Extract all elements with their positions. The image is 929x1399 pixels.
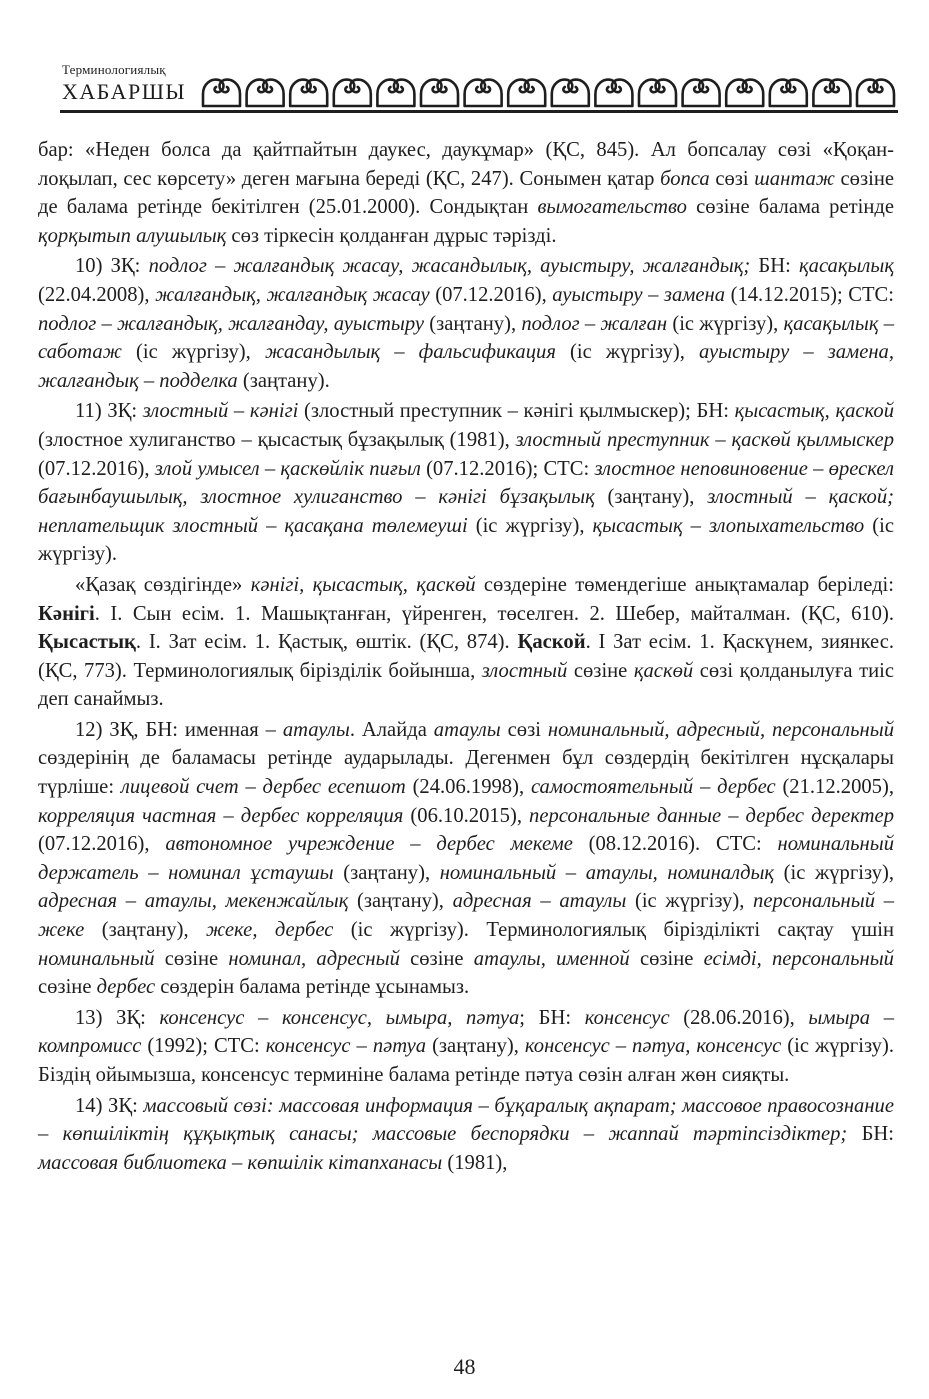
text-run: массовая библиотека – көпшілік кітапханасы <box>38 1151 443 1174</box>
text-run: Кәнігі <box>38 602 95 625</box>
paragraph-6 <box>38 1092 894 1178</box>
text-run: сөзіне <box>399 947 474 970</box>
text-run: (07.12.2016), <box>429 283 553 306</box>
text-run: (заңтану), <box>424 312 522 335</box>
paragraph-0 <box>38 136 894 250</box>
text-run: номинальный – атаулы, номиналдық <box>439 861 775 884</box>
text-run: (іс жүргізу), <box>555 341 699 364</box>
text-run: сөзіне <box>38 976 97 999</box>
text-run: бар: «Неден болса да қайтпайтын даукес, даукұмар» (ҚС, 845). Ал бопсалау сөзі «Қоқан-лоқылап, сес көрсету» деген мағына береді (ҚС, 247). Сонымен қатар <box>38 139 894 190</box>
text-run: (іс жүргізу), <box>667 312 784 335</box>
text-run: подлог – жалғандық жасау, жасандылық, ауыстыру, жалғандық; <box>148 255 751 278</box>
text-run: (07.12.2016), <box>38 457 155 480</box>
ornament-motif <box>508 80 545 106</box>
text-run: дербес <box>96 976 156 999</box>
text-run: (заңтану), <box>333 861 440 884</box>
text-run: самостоятельный – дербес <box>530 776 776 799</box>
text-run: консенсус – пәтуа, консенсус <box>524 1035 782 1058</box>
text-run: Қысастық <box>38 631 136 654</box>
text-run: қасақылық <box>799 255 894 278</box>
text-run: ; БН: <box>519 1006 585 1029</box>
text-run: консенсус <box>584 1006 670 1029</box>
text-run: сөзіне <box>567 659 634 682</box>
text-run: сөздерінің де баламасы ретінде аударылады. Дегенмен бұл сөздердің бекітілген нұсқалары түрліше: <box>38 747 894 799</box>
text-run: (заңтану). <box>237 369 330 392</box>
text-run: 13) ЗҚ: <box>75 1006 160 1029</box>
ornament-motif <box>726 80 763 106</box>
text-run: БН: <box>847 1123 894 1146</box>
text-run: (іс жүргізу), <box>626 890 754 913</box>
text-run: персональный – жеке <box>38 890 894 942</box>
ornament-motif <box>683 80 720 106</box>
text-run: автономное учреждение – дербес мекеме <box>165 833 573 856</box>
text-run: (іс жүргізу). Терминологиялық бірізділікті сақтау үшін <box>333 919 895 942</box>
paragraph-4 <box>38 716 894 1002</box>
text-run: 12) ЗҚ, БН: именная – <box>75 718 283 741</box>
text-run: (24.06.1998), <box>405 776 531 799</box>
text-run: «Қазақ сөздігінде» <box>75 573 251 596</box>
journal-title: ХАБАРШЫ <box>62 79 187 104</box>
text-run: сөздерін балама ретінде ұсынамыз. <box>155 976 470 999</box>
ornament-motif <box>770 80 807 106</box>
text-run: атаулы, именной <box>473 947 630 970</box>
text-run: (іс жүргізу). Біздің ойымызша, консенсус терминіне балама ретінде пәтуа сөзін алған жөн сияқты. <box>38 1035 894 1086</box>
text-run: қаскөй <box>633 659 694 682</box>
ornament-motif <box>334 80 371 106</box>
text-run: кәнігі, қысастық, қаскөй <box>250 573 476 596</box>
text-run: (28.06.2016), <box>669 1006 809 1029</box>
journal-header <box>60 62 898 116</box>
ornament-motif <box>421 80 458 106</box>
text-run: сөздеріне төмендегіше анықтамалар беріледі: <box>475 573 895 596</box>
text-run: (іс жүргізу), <box>467 514 593 537</box>
text-run: сөзіне <box>629 947 704 970</box>
text-run: сөзі қолданылуға тиіс деп санаймыз. <box>38 659 894 711</box>
text-run: адресная – атаулы, мекенжайлық <box>38 890 349 913</box>
text-run: қысастық, қаской <box>734 400 894 423</box>
page-number: 48 <box>453 1354 476 1379</box>
text-run: (іс жүргізу), <box>121 341 265 364</box>
text-run: номинальный, адресный, персональный <box>547 718 894 741</box>
text-run: номинальный <box>38 947 155 970</box>
text-run: злостное неповиновение – өрескел бағынбаушылық, злостное хулиганство – кәнігі бұзақылық <box>38 457 894 509</box>
text-run: ымыра – компромисс <box>38 1006 894 1058</box>
text-run: (заңтану), <box>594 486 708 509</box>
text-run: злостный – қаской; неплательщик злостный – қасақана төлемеуші <box>38 486 894 537</box>
text-run: номинал, адресный <box>228 947 400 970</box>
text-run: . I. Сын есім. 1. Машықтанған, үйренген, төселген. 2. Шебер, майталман. (ҚС, 610). <box>94 602 894 625</box>
ornament-motif <box>813 80 850 106</box>
text-run: ауыстыру – замена <box>552 283 726 306</box>
text-run: (22.04.2008), <box>38 283 156 306</box>
paragraph-5 <box>38 1004 894 1090</box>
ornament-motif <box>465 80 502 106</box>
ornament-motif <box>595 80 632 106</box>
text-run: қысастық – злопыхательство <box>592 514 865 537</box>
text-run: консенсус – консенсус, ымыра, пәтуа <box>159 1006 520 1029</box>
header-rule <box>60 110 898 113</box>
paragraph-2 <box>38 397 894 569</box>
text-run: адресная – атаулы <box>452 890 627 913</box>
text-run: (заңтану), <box>426 1035 525 1058</box>
text-run: ауыстыру – замена, жалғандық – подделка <box>38 341 895 392</box>
text-run: жалғандық, жалғандық жасау <box>155 283 430 306</box>
text-run: сөзіне де балама ретінде бекітілген (25.01.2000). Сондықтан <box>38 167 894 219</box>
ornament-motif <box>290 80 327 106</box>
journal-subtitle: Терминологиялық <box>62 62 166 77</box>
ornament-motif <box>857 80 894 106</box>
text-run: 11) ЗҚ: <box>75 400 143 423</box>
text-run: сөзі <box>500 718 548 741</box>
text-run: БН: <box>750 255 800 278</box>
text-run: Қаской <box>517 631 586 654</box>
text-run: (заңтану), <box>348 890 453 913</box>
text-run: лицевой счет – дербес есепшот <box>120 776 406 799</box>
text-run: консенсус – пәтуа <box>265 1035 427 1058</box>
text-run: (14.12.2015); СТС: <box>725 283 895 306</box>
text-run: (1981), <box>442 1151 508 1174</box>
text-run: (злостное хулиганство – қысастық бұзақылық (1981), <box>38 428 516 451</box>
text-run: массовый сөзі: массовая информация – бұқаралық ақпарат; массовое правосознание – көпшіліктің құқықтық санасы; массовые беспорядки – жаппай тәртіпсіздіктер; <box>38 1094 894 1146</box>
text-run: (заңтану), <box>84 919 207 942</box>
text-run: жасандылық – фальсификация <box>264 341 556 364</box>
ornament-motif <box>552 80 589 106</box>
text-run: (07.12.2016); СТС: <box>420 457 595 480</box>
ornament-motif <box>639 80 676 106</box>
text-run: бопса <box>660 167 710 190</box>
text-run: сөзіне балама ретінде <box>686 196 894 219</box>
text-run: номинальный держатель – номинал ұстаушы <box>38 833 894 884</box>
text-run: қорқытып алушылық <box>38 224 227 247</box>
text-run: (21.12.2005), <box>775 776 894 799</box>
text-run: злостный – кәнігі <box>142 400 299 423</box>
text-run: (злостный преступник – кәнігі қылмыскер); БН: <box>298 400 735 423</box>
text-run: қасақылық – саботаж <box>38 312 895 364</box>
ornament-motif <box>203 80 240 106</box>
text-run: подлог – жалғандық, жалғандау, ауыстыру <box>38 312 425 335</box>
text-run: сөзіне <box>154 947 229 970</box>
text-run: 14) ЗҚ: <box>75 1094 144 1117</box>
paragraph-3 <box>38 571 894 714</box>
ornament-motif <box>247 80 284 106</box>
text-run: сөз тіркесін қолданған дұрыс тәрізді. <box>226 224 557 247</box>
text-run: (іс жүргізу). <box>38 514 894 566</box>
ornament-motif <box>377 80 414 106</box>
text-run: персональные данные – дербес деректер <box>529 804 894 827</box>
text-run: (07.12.2016), <box>38 833 166 856</box>
text-run: . I. Зат есім. 1. Қастық, өштік. (ҚС, 874). <box>135 631 518 654</box>
text-run: (06.10.2015), <box>403 804 530 827</box>
text-run: атаулы <box>433 718 501 741</box>
text-run: жеке, дербес <box>206 919 334 942</box>
kazakh-ornament-band-icon <box>200 66 898 110</box>
text-run: 10) ЗҚ: <box>75 255 149 278</box>
text-run: злостный преступник – қаскөй қылмыскер <box>515 428 894 451</box>
text-run: атаулы <box>282 718 350 741</box>
text-run: шантаж <box>754 167 835 190</box>
text-run: (1992); СТС: <box>141 1035 266 1058</box>
text-run: злостный <box>481 659 568 682</box>
text-run: есімді, персональный <box>703 947 894 970</box>
text-run: . Алайда <box>349 718 434 741</box>
text-run: вымогательство <box>537 196 687 219</box>
text-run: злой умысел – қаскөйлік пиғыл <box>154 457 421 480</box>
article-body <box>38 136 894 1177</box>
text-run: (08.12.2016). СТС: <box>572 833 778 856</box>
text-run: подлог – жалған <box>521 312 668 335</box>
text-run: сөзі <box>709 167 755 190</box>
paragraph-1 <box>38 252 894 395</box>
text-run: корреляция частная – дербес корреляция <box>38 804 404 827</box>
text-run: (іс жүргізу), <box>774 861 895 884</box>
text-run: . I Зат есім. 1. Қаскүнем, зиянкес. (ҚС, 773). Терминологиялық бірізділік бойынша, <box>38 631 894 682</box>
